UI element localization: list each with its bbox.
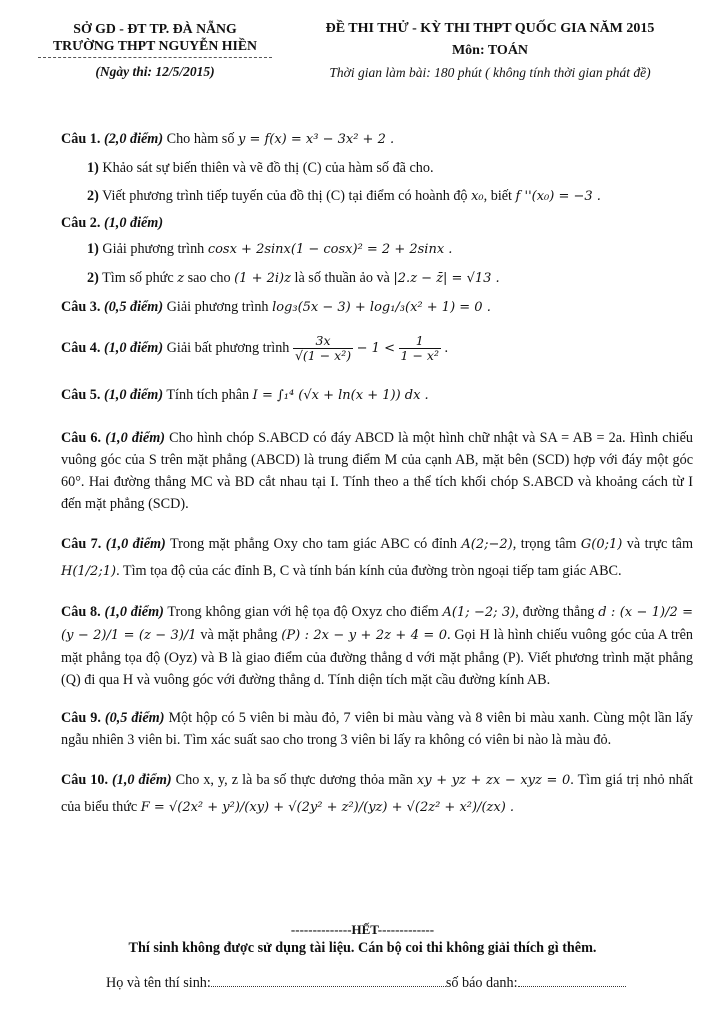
q2-part-2-mid2: là số thuần ảo và xyxy=(294,270,390,286)
questions xyxy=(61,128,693,821)
q6-label: Câu 6. xyxy=(61,430,102,446)
candidate-info xyxy=(106,975,626,992)
q3-label: Câu 3. xyxy=(61,299,101,315)
q4-points: (1,0 điểm) xyxy=(103,340,164,356)
q5-text: Tính tích phân xyxy=(166,387,250,403)
q1-part-2-text: Viết phương trình tiếp tuyến của đồ thị (C) tại điểm có hoành độ xyxy=(102,188,468,204)
q1-part-2-mid: , biết xyxy=(483,188,512,204)
q7-point-a: A(2;−2) xyxy=(461,537,513,552)
q2-part-2-text: Tìm số phức xyxy=(102,270,174,286)
q8-point-a: A(1; −2; 3) xyxy=(442,605,516,620)
q2-points: (1,0 điểm) xyxy=(103,215,164,231)
q2-label: Câu 2. xyxy=(61,215,101,231)
question-2 xyxy=(61,212,693,234)
q2-part-1-formula: cosx + 2sinx(1 − cosx)² = 2 + 2sinx . xyxy=(207,242,453,257)
q1-part-2-cond: f ''(x₀) = −3 . xyxy=(515,189,601,204)
q3-text: Giải phương trình xyxy=(166,299,269,315)
subject: Môn: TOÁN xyxy=(451,43,529,58)
q7-point-h: H(1/2;1) xyxy=(61,564,117,579)
q4-tail: . xyxy=(444,340,449,356)
q8-plane-p: (P) : 2x − y + 2z + 4 = 0 xyxy=(281,628,447,643)
header-right xyxy=(290,20,690,81)
q2-part-1: 1) Giải phương trình cosx + 2sinx(1 − cosx)² = 2 + 2sinx . xyxy=(87,241,453,257)
q10-expression: F = √(2x² + y²)/(xy) + √(2y² + z²)/(yz) + √(2z² + x²)/(zx) . xyxy=(140,800,515,815)
q8-text-4: . Gọi H là hình chiếu vuông góc của A trên mặt phẳng tọa độ (Oyz) và B là giao điểm của đường thẳng d với mặt phẳng (P). Viết phương trình mặt phẳng (Q) đi qua H và vuông góc với đường thẳng d. Tính diện tích mặt cầu đường kính AB. xyxy=(61,627,694,688)
q8-points: (1,0 điểm) xyxy=(104,604,164,620)
candidate-id-label: số báo danh: xyxy=(445,975,518,991)
q10-label: Câu 10. xyxy=(61,772,108,788)
candidate-name-label: Họ và tên thí sinh: xyxy=(106,975,211,991)
q10-text-2: . Tìm giá trị nhỏ nhất của biểu thức xyxy=(61,772,694,815)
end-mark: --------------HẾT------------- xyxy=(290,922,435,937)
q1-part-2-var: x₀ xyxy=(471,189,484,204)
question-9 xyxy=(61,707,693,751)
q5-formula: I = ∫₁⁴ (√x + ln(x + 1)) dx . xyxy=(252,388,429,403)
q2-part-2: 2) Tìm số phức z sao cho (1 + 2i)z là số thuần ảo và |2.z − z̄| = √13 . xyxy=(87,270,500,286)
q7-text-4: . Tìm tọa độ của các đỉnh B, C và tính bán kính của đường tròn ngoại tiếp tam giác ABC. xyxy=(116,563,622,579)
q5-points: (1,0 điểm) xyxy=(103,387,164,403)
q2-part-2-cond: |2.z − z̄| = √13 . xyxy=(393,271,500,286)
q6-points: (1,0 điểm) xyxy=(105,430,165,446)
question-6 xyxy=(61,427,693,515)
q10-points: (1,0 điểm) xyxy=(112,772,172,788)
question-7 xyxy=(61,531,693,585)
q9-label: Câu 9. xyxy=(61,710,101,726)
q3-formula: log₃(5x − 3) + log₁/₃(x² + 1) = 0 . xyxy=(272,300,491,315)
q7-label: Câu 7. xyxy=(61,536,102,552)
q4-label: Câu 4. xyxy=(61,340,101,356)
q7-text-1: Trong mặt phẳng Oxy cho tam giác ABC có đỉnh xyxy=(169,536,457,552)
q1-part-1-text: Khảo sát sự biến thiên và vẽ đồ thị (C) của hàm số đã cho. xyxy=(102,160,434,176)
q4-fraction-2: $\frac{1}{\text{1 − x²}}$ xyxy=(400,333,439,364)
q2-part-2-expr: (1 + 2i)z xyxy=(234,271,291,286)
q2-part-2-var: z xyxy=(177,271,185,286)
school-name: TRƯỜNG THPT NGUYỄN HIỀN xyxy=(52,38,258,53)
q8-line-d: d : (x − 1)/2 = (y − 2)/1 = (z − 3)/1 xyxy=(61,605,694,643)
question-10 xyxy=(61,767,693,821)
q7-point-g: G(0;1) xyxy=(580,537,623,552)
question-1 xyxy=(61,128,693,151)
header-left xyxy=(30,20,280,80)
candidate-name-field[interactable] xyxy=(211,976,446,987)
department-name: SỞ GD - ĐT TP. ĐÀ NẴNG xyxy=(73,21,237,36)
q1-points: (2,0 điểm) xyxy=(103,131,164,147)
exam-note: Thí sinh không được sử dụng tài liệu. Cán bộ coi thi không giải thích gì thêm. xyxy=(128,940,597,956)
question-8 xyxy=(61,601,693,691)
q7-points: (1,0 điểm) xyxy=(105,536,166,552)
exam-title: ĐỀ THI THỬ - KỲ THI THPT QUỐC GIA NĂM 2015 xyxy=(325,21,655,36)
q8-text-3: và mặt phẳng xyxy=(200,627,278,643)
q4-mid: − 1 < xyxy=(356,341,395,356)
q8-text-2: , đường thẳng xyxy=(515,604,595,620)
exam-date: (Ngày thi: 12/5/2015) xyxy=(95,64,215,79)
duration: Thời gian làm bài: 180 phút ( không tính thời gian phát đề) xyxy=(329,65,651,80)
q9-points: (0,5 điểm) xyxy=(104,710,165,726)
question-5 xyxy=(61,384,693,407)
header-divider xyxy=(38,57,272,58)
q10-condition: xy + yz + zx − xyz = 0 xyxy=(416,773,571,788)
q3-points: (0,5 điểm) xyxy=(103,299,164,315)
q8-text-1: Trong không gian với hệ tọa độ Oxyz cho điểm xyxy=(167,604,439,620)
q6-text: Cho hình chóp S.ABCD có đáy ABCD là một hình chữ nhật và SA = AB = 2a. Hình chiếu vuông góc của S trên mặt phẳng (ABCD) là trung điểm M của cạnh AB, mặt bên (SCD) hợp với đáy một góc 60°. Hai đường thẳng MC và BD cắt nhau tại I. Tính theo a thể tích khối chóp S.ABCD và khoảng cách từ I đến mặt phẳng (SCD). xyxy=(61,430,694,512)
q7-text-2: , trọng tâm xyxy=(512,536,577,552)
q1-label: Câu 1. xyxy=(61,131,101,147)
question-3 xyxy=(61,296,693,319)
q9-text: Một hộp có 5 viên bi màu đỏ, 7 viên bi màu vàng và 8 viên bi màu xanh. Cùng một lần lấy ngẫu nhiên 3 viên bi. Tìm xác suất sao cho trong 3 viên bi lấy ra không có viên bi nào là màu đỏ. xyxy=(61,710,694,748)
q2-part-1-text: Giải phương trình xyxy=(102,241,205,257)
q4-fraction-1: $\frac{3x}{\text{√(1 − x²)}}$ xyxy=(294,333,352,364)
q1-part-2: 2) Viết phương trình tiếp tuyến của đồ thị (C) tại điểm có hoành độ x₀, biết f ''(x₀) = −3 . xyxy=(87,188,601,204)
q1-formula: y = f(x) = x³ − 3x² + 2 . xyxy=(237,132,395,147)
q2-part-2-mid: sao cho xyxy=(187,270,231,286)
q7-text-3: và trực tâm xyxy=(626,536,694,552)
q1-part-1: 1) Khảo sát sự biến thiên và vẽ đồ thị (C) của hàm số đã cho. xyxy=(87,160,434,176)
q10-text-1: Cho x, y, z là ba số thực dương thỏa mãn xyxy=(175,772,413,788)
q5-label: Câu 5. xyxy=(61,387,101,403)
q8-label: Câu 8. xyxy=(61,604,101,620)
question-4 xyxy=(61,333,693,364)
candidate-id-field[interactable] xyxy=(518,976,626,987)
q1-text: Cho hàm số xyxy=(166,131,235,147)
q4-text: Giải bất phương trình xyxy=(166,340,290,356)
